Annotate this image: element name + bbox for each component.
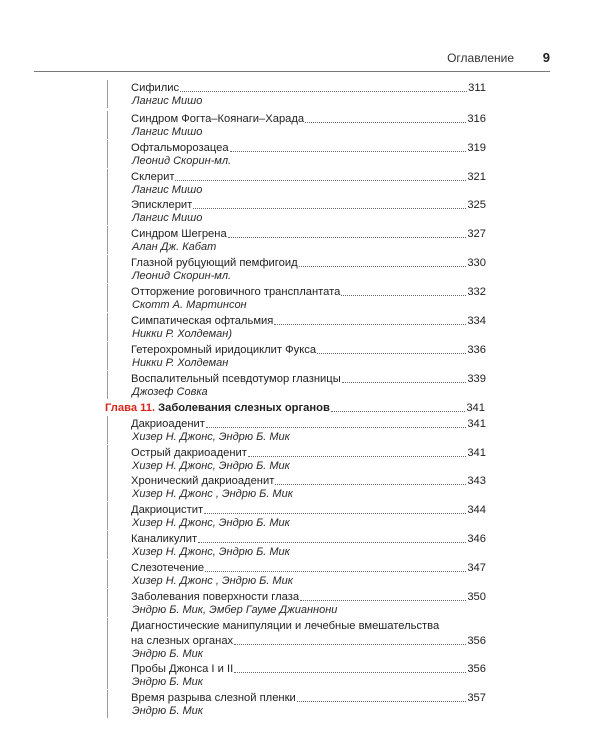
entry-page: 341 <box>467 418 486 430</box>
entry-title: Эписклерит <box>131 199 193 211</box>
entry-title: Хронический дакриоаденит <box>131 475 275 487</box>
entry-page: 344 <box>467 504 486 516</box>
entry-title: Склерит <box>131 171 175 183</box>
entry-title: Синдром Шегрена <box>131 228 227 240</box>
entry-page: 316 <box>467 113 486 125</box>
chapter-label: Глава 11. <box>105 402 156 414</box>
leader-dots <box>342 381 467 383</box>
entry-page: 341 <box>467 447 486 459</box>
toc-entry[interactable] <box>107 690 486 718</box>
toc-entry[interactable] <box>107 416 486 444</box>
entry-author: Никки Р. Холдеман) <box>132 328 232 340</box>
leader-dots <box>300 599 466 601</box>
header-rule <box>34 71 550 72</box>
toc-entry[interactable] <box>107 502 486 530</box>
entry-title: Сифилис <box>131 82 180 94</box>
page-header <box>34 51 550 73</box>
entry-page: 350 <box>467 591 486 603</box>
toc-entry[interactable] <box>107 255 486 283</box>
chapter-heading[interactable] <box>105 400 485 415</box>
entry-page: 311 <box>468 82 486 94</box>
entry-author: Хизер Н. Джонс, Эндрю Б. Мик <box>132 431 290 443</box>
entry-author: Хизер Н. Джонс , Эндрю Б. Мик <box>132 575 293 587</box>
leader-dots <box>205 570 466 572</box>
leader-dots <box>175 179 466 181</box>
entry-title: Заболевания поверхности глаза <box>131 591 300 603</box>
leader-dots <box>331 410 465 412</box>
entry-title: Гетерохромный иридоциклит Фукса <box>131 344 317 356</box>
leader-dots <box>317 352 466 354</box>
entry-author: Хизер Н. Джонс, Эндрю Б. Мик <box>132 460 290 472</box>
toc-entry[interactable] <box>107 531 486 559</box>
leader-dots <box>297 700 467 702</box>
entry-title: Пробы Джонса I и II <box>131 663 234 675</box>
chapter-page: 341 <box>466 402 485 414</box>
entry-page: 343 <box>467 475 486 487</box>
toc-entry[interactable] <box>107 371 486 399</box>
leader-dots <box>198 541 466 543</box>
entry-page: 321 <box>467 171 486 183</box>
leader-dots <box>206 426 466 428</box>
entry-page: 356 <box>467 663 486 675</box>
entry-page: 327 <box>467 228 486 240</box>
entry-author: Скотт А. Мартинсон <box>132 299 247 311</box>
entry-author: Лангис Мишо <box>132 212 203 224</box>
leader-dots <box>341 294 466 296</box>
entry-title: Острый дакриоаденит <box>131 447 247 459</box>
entry-title: Слезотечение <box>131 562 205 574</box>
toc-entry[interactable] <box>107 445 486 473</box>
entry-page: 336 <box>467 344 486 356</box>
entry-title-line2: на слезных органах <box>131 635 234 647</box>
entry-author: Эндрю Б. Мик <box>132 705 203 717</box>
toc-entry[interactable] <box>107 661 486 689</box>
leader-dots <box>193 207 466 209</box>
entry-author: Лангис Мишо <box>132 126 203 138</box>
leader-dots <box>248 455 466 457</box>
leader-dots <box>180 90 467 92</box>
toc-entry[interactable] <box>107 226 486 254</box>
leader-dots <box>228 236 467 238</box>
entry-author: Хизер Н. Джонс, Эндрю Б. Мик <box>132 546 290 558</box>
entry-author: Эндрю Б. Мик <box>132 676 203 688</box>
running-title: Оглавление <box>447 51 514 65</box>
page-number: 9 <box>542 50 550 65</box>
leader-dots <box>305 121 466 123</box>
entry-author: Лангис Мишо <box>132 95 203 107</box>
entry-page: 319 <box>467 142 486 154</box>
entry-author: Хизер Н. Джонс, Эндрю Б. Мик <box>132 517 290 529</box>
toc-entry[interactable] <box>107 313 486 341</box>
chapter-title: Заболевания слезных органов <box>158 402 330 414</box>
leader-dots <box>274 323 466 325</box>
toc-entry[interactable] <box>107 473 486 501</box>
entry-author: Леонид Скорин-мл. <box>132 270 232 282</box>
entry-page: 330 <box>467 257 486 269</box>
entry-page: 332 <box>467 286 486 298</box>
entry-author: Эндрю Б. Мик, Эмбер Гауме Джианнони <box>132 604 338 616</box>
toc-entry[interactable] <box>107 589 486 617</box>
leader-dots <box>299 265 467 267</box>
entry-author: Никки Р. Холдеман <box>132 357 229 369</box>
toc-entry[interactable] <box>107 618 486 661</box>
entry-title: Дакриоцистит <box>131 504 204 516</box>
toc-entry[interactable] <box>107 111 486 139</box>
entry-page: 334 <box>467 315 486 327</box>
entry-page: 347 <box>467 562 486 574</box>
entry-author: Джозеф Совка <box>132 386 208 398</box>
entry-title: Отторжение роговичного трансплантата <box>131 286 341 298</box>
entry-title: Дакриоаденит <box>131 418 205 430</box>
entry-page: 346 <box>467 533 486 545</box>
entry-title: Синдром Фогта–Коянаги–Харада <box>131 113 305 125</box>
entry-author: Алан Дж. Кабат <box>132 241 217 253</box>
entry-title: Воспалительный псевдотумор глазницы <box>131 373 341 385</box>
toc-entry[interactable] <box>107 284 486 312</box>
entry-author: Лангис Мишо <box>132 184 203 196</box>
toc-entry[interactable] <box>107 560 486 588</box>
entry-author: Эндрю Б. Мик <box>132 648 203 660</box>
leader-dots <box>275 483 466 485</box>
entry-page: 356 <box>467 635 486 647</box>
entry-title: Симпатическая офтальмия <box>131 315 274 327</box>
entry-page: 357 <box>467 692 486 704</box>
entry-title-line1: Диагностические манипуляции и лечебные вмешательства <box>131 620 440 632</box>
leader-dots <box>234 643 466 645</box>
entry-author: Хизер Н. Джонс , Эндрю Б. Мик <box>132 488 293 500</box>
toc-entry[interactable] <box>107 197 486 225</box>
entry-title: Время разрыва слезной пленки <box>131 692 296 704</box>
leader-dots <box>234 671 466 673</box>
entry-title: Офтальморозацеа <box>131 142 229 154</box>
entry-page: 339 <box>467 373 486 385</box>
toc-entry[interactable] <box>107 169 486 197</box>
entry-author: Леонид Скорин-мл. <box>132 155 232 167</box>
entry-page: 325 <box>467 199 486 211</box>
entry-title: Глазной рубцующий пемфигоид <box>131 257 298 269</box>
leader-dots <box>204 512 466 514</box>
toc-entry[interactable] <box>107 342 486 370</box>
entry-title: Каналикулит <box>131 533 198 545</box>
leader-dots <box>230 150 467 152</box>
toc-entry[interactable] <box>107 140 486 168</box>
toc-entry[interactable] <box>107 80 486 108</box>
